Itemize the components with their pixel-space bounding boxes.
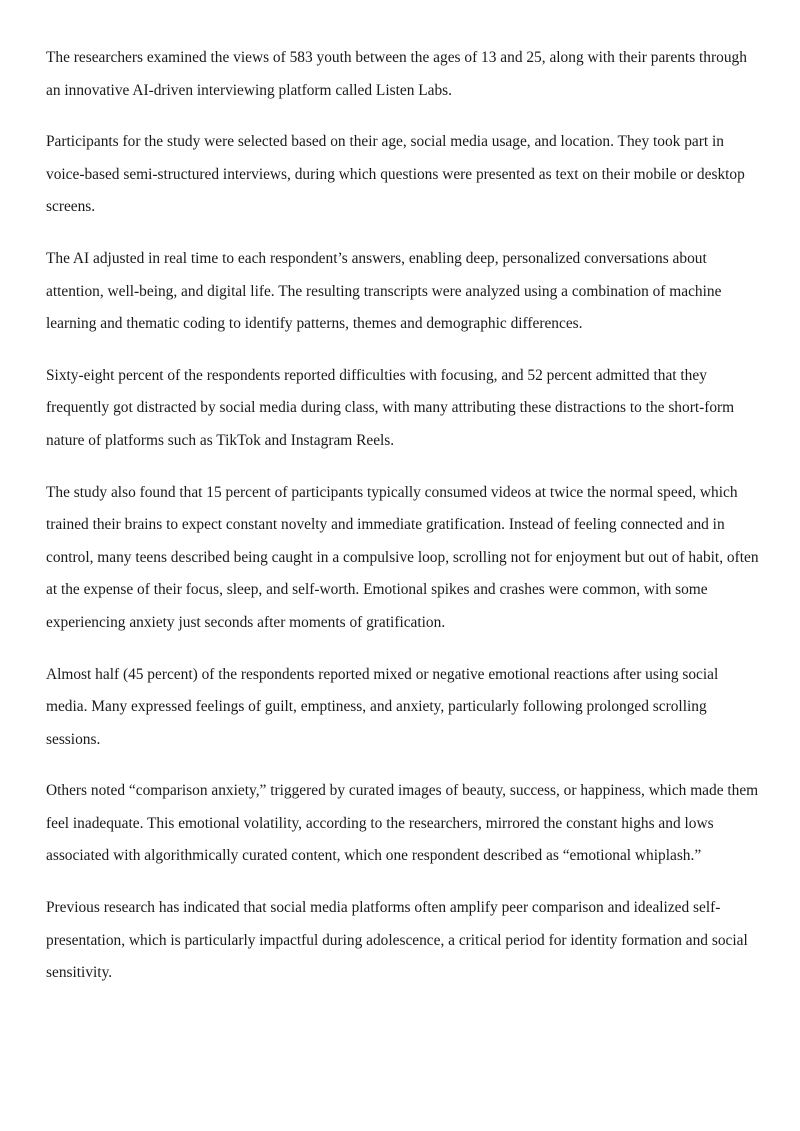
paragraph-8: Previous research has indicated that social media platforms often amplify peer comparison and idealized self-presentation, which is particularly impactful during adolescence, a critical period for identity formation and social sensitivity.: [46, 899, 748, 982]
paragraph-3: The AI adjusted in real time to each respondent’s answers, enabling deep, personalized conversations about attention, well-being, and digital life. The resulting transcripts were analyzed using a combination of machine learning and thematic coding to identify patterns, themes and demographic differences.: [46, 249, 722, 333]
document-body: [46, 42, 760, 1009]
paragraph-5: The study also found that 15 percent of participants typically consumed videos at twice the normal speed, which trained their brains to expect constant novelty and immediate gratification. Instead of feeling connected and in control, many teens described being caught in a compulsive loop, scrolling not for enjoyment but out of habit, often at the expense of their focus, sleep, and self-worth. Emotional spikes and crashes were common, with some experiencing anxiety just seconds after moments of gratification.: [46, 483, 759, 631]
paragraph-7: Others noted “comparison anxiety,” triggered by curated images of beauty, success, or happiness, which made them feel inadequate. This emotional volatility, according to the researchers, mirrored the constant highs and lows associated with algorithmically curated content, which one respondent described as “emotional whiplash.”: [46, 782, 759, 865]
paragraph-1: The researchers examined the views of 583 youth between the ages of 13 and 25, along with their parents through an innovative AI-driven interviewing platform called Listen Labs.: [46, 49, 747, 99]
paragraph-4: Sixty-eight percent of the respondents reported difficulties with focusing, and 52 percent admitted that they frequently got distracted by social media during class, with many attributing these distractions to the short-form nature of platforms such as TikTok and Instagram Reels.: [46, 366, 735, 449]
paragraph-2: Participants for the study were selected based on their age, social media usage, and location. They took part in voice-based semi-structured interviews, during which questions were presented as text on their mobile or desktop screens.: [46, 133, 745, 216]
paragraph-6: Almost half (45 percent) of the respondents reported mixed or negative emotional reactions after using social media. Many expressed feelings of guilt, emptiness, and anxiety, particularly following prolonged scrolling sessions.: [46, 665, 719, 748]
